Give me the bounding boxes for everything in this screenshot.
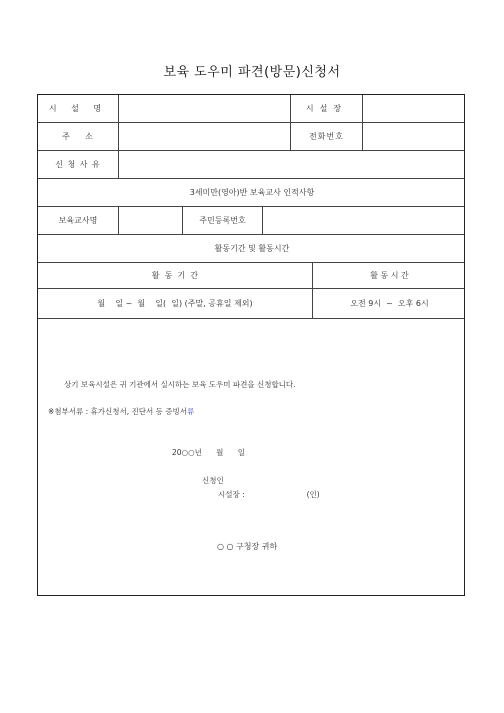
- addressee: ○ ○ 구청장 귀하: [217, 542, 278, 551]
- facility-name-field[interactable]: [118, 95, 290, 122]
- attachment-note: [48, 406, 194, 417]
- address-field[interactable]: [118, 123, 290, 150]
- time-value[interactable]: 오전 9시 ~ 오후 6시: [312, 289, 466, 318]
- applicant-label: 신청인: [202, 476, 224, 485]
- row-activity-headers: [38, 263, 464, 289]
- row-activity-values: [38, 289, 464, 319]
- address-label: 주 소: [62, 132, 94, 141]
- teacher-name-field[interactable]: [118, 207, 182, 234]
- teacher-name-label: 보육교사명: [58, 216, 98, 225]
- row-reason: [38, 151, 464, 179]
- facility-head-field[interactable]: [362, 95, 466, 122]
- attachment-text: ※첨부서류 : 휴가신청서, 진단서 등 증빙서: [48, 407, 188, 416]
- row-teacher-title: [38, 179, 464, 207]
- reason-field[interactable]: [118, 151, 466, 178]
- reason-label: 신 청 사 유: [55, 160, 101, 169]
- attachment-last-char: 류: [187, 407, 195, 416]
- facility-name-label: 시 설 명: [48, 104, 108, 113]
- date-line[interactable]: 20○○년 월 일: [172, 448, 245, 457]
- application-form: [37, 94, 465, 596]
- period-header: 활 동 기 간: [151, 271, 199, 280]
- activity-section-title: 활동기간 및 활동시간: [214, 244, 290, 253]
- resident-number-label: 주민등록번호: [182, 207, 262, 234]
- page-title: 보육 도우미 파견(방문)신청서: [163, 65, 341, 80]
- row-activity-title: [38, 235, 464, 263]
- request-sentence: 상기 보육시설은 귀 기관에서 실시하는 보육 도우미 파견을 신청합니다.: [64, 380, 296, 389]
- facility-head-label: 시설장: [290, 95, 362, 122]
- phone-field[interactable]: [362, 123, 466, 150]
- teacher-section-title: 3세미만(영아)반 보육교사 인적사항: [189, 188, 315, 197]
- resident-number-field[interactable]: [262, 207, 466, 234]
- head-signature-line[interactable]: 시설장 : (인): [218, 490, 320, 499]
- phone-label: 전화번호: [290, 123, 362, 150]
- time-header: 활 동 시 간: [312, 263, 466, 288]
- row-teacher: [38, 207, 464, 235]
- period-value[interactable]: 월 일 ~ 월 일( 일) (주말, 공휴일 제외): [97, 299, 253, 308]
- row-address: [38, 123, 464, 151]
- row-facility: [38, 95, 464, 123]
